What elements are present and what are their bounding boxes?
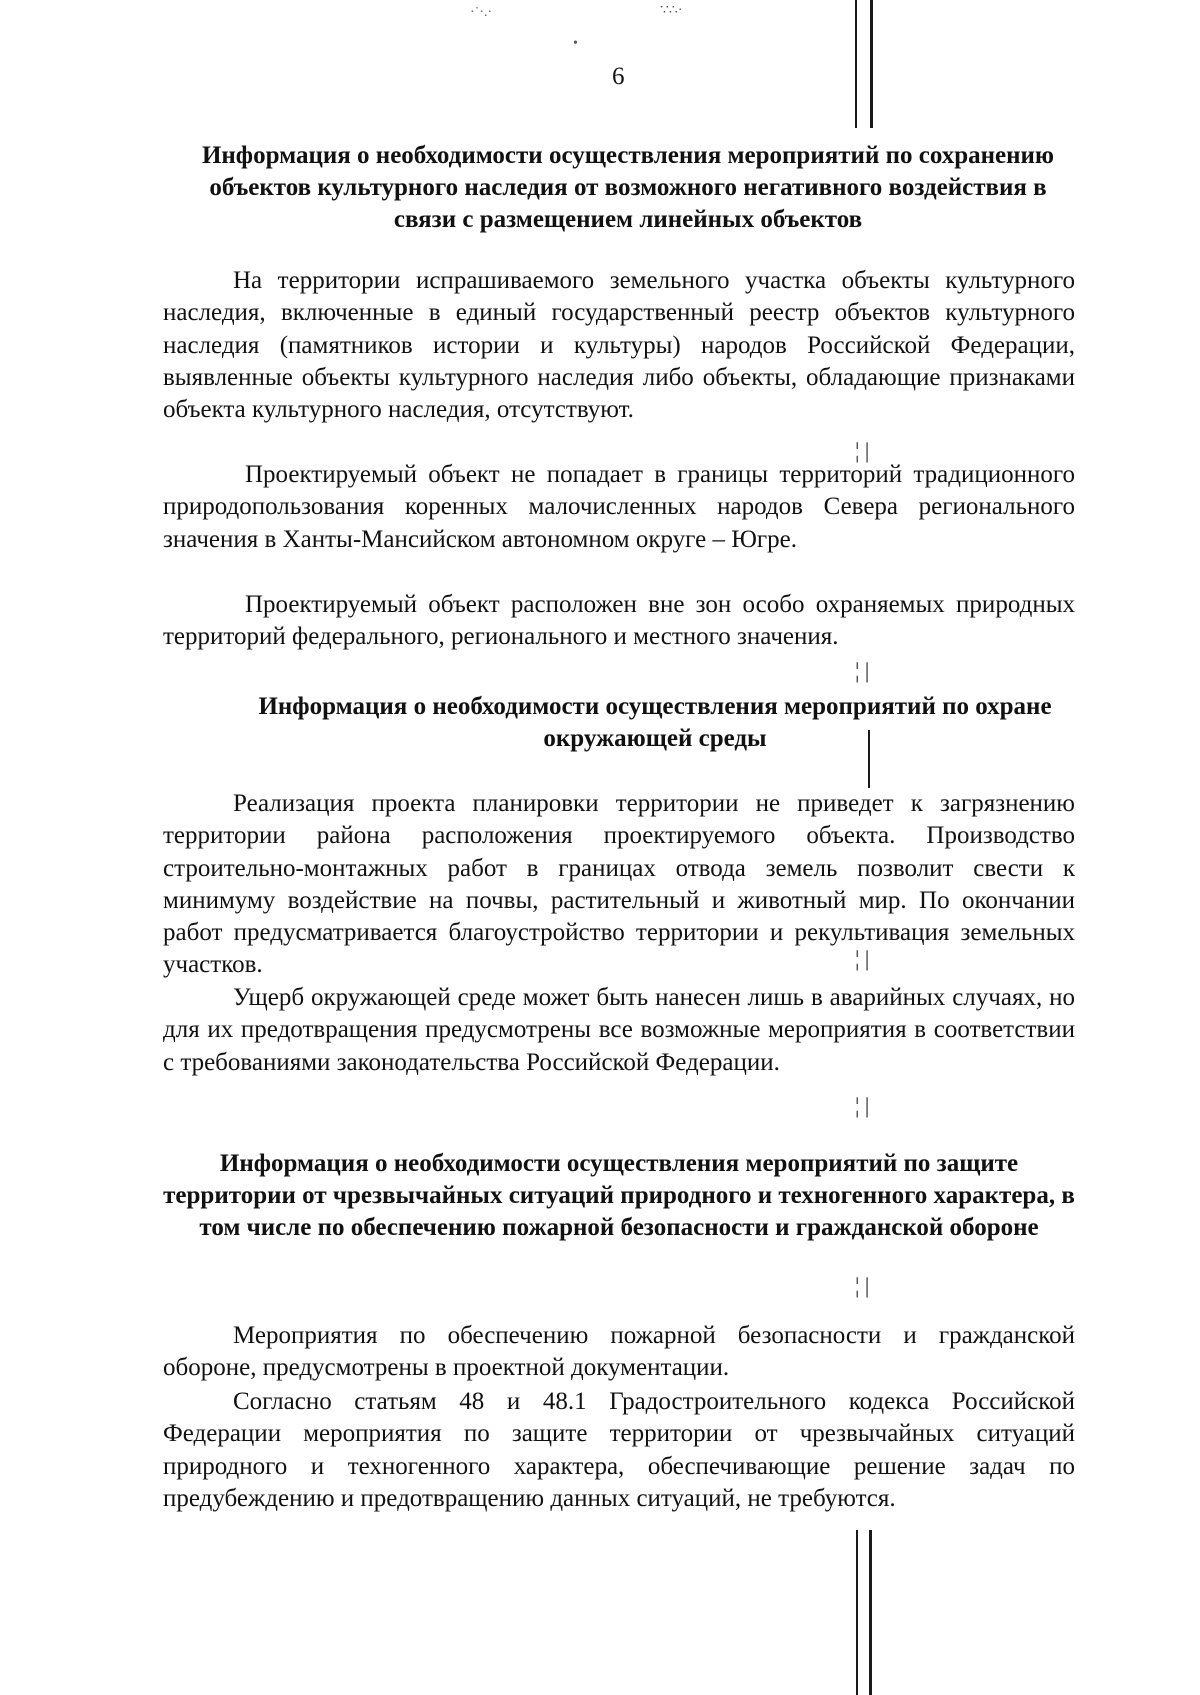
section-heading-emergency-protection: Информация о необходимости осуществления мероприятий по защите территории от чрезвычайных ситуаций природного и техногенного характера, в том числе по обеспечению пожарной безопасности и гражданской обороне — [163, 1150, 1075, 1241]
paragraph: Мероприятия по обеспечению пожарной безопасности и гражданской обороне, предусмотрены в проектной документации. — [163, 1322, 1075, 1382]
scan-speck: ·˙·.· — [470, 5, 493, 20]
scan-tick-mark: ¦ | — [855, 1273, 870, 1298]
scan-binding-line — [855, 0, 857, 128]
scan-tick-mark: ¦ | — [855, 946, 870, 971]
paragraph: Реализация проекта планировки территории не приведет к загрязнению территории района расположения проектируемого объекта. Производство строительно-монтажных работ в границах отвода земель позволит свести к минимуму воздействие на почвы, растительный и животный мир. По окончании работ предусматривается благоустройство территории и рекультивация земельных участков. — [163, 790, 1075, 979]
paragraph: Согласно статьям 48 и 48.1 Градостроительного кодекса Российской Федерации мероприятия по защите территории от чрезвычайных ситуаций природного и техногенного характера, обеспечивающие решение задач по предубеждению и предотвращению данных ситуаций, не требуются. — [163, 1388, 1075, 1512]
section-heading-cultural-heritage: Информация о необходимости осуществления мероприятий по сохранению объектов культурного наследия от возможного негативного воздействия в связи с размещением линейных объектов — [201, 142, 1055, 233]
scan-tick-mark: ¦ | — [855, 1093, 870, 1118]
paragraph: Проектируемый объект не попадает в границы территорий традиционного природопользования коренных малочисленных народов Севера регионального значения в Ханты-Мансийском автономном округе – Югре. — [163, 461, 1075, 553]
scan-binding-line — [869, 1530, 872, 1695]
paragraph: На территории испрашиваемого земельного участка объекты культурного наследия, включенные в единый государственный реестр объектов культурного наследия (памятников истории и культуры) народов Российской Федерации, выявленные объекты культурного наследия либо объекты, обладающие признаками объекта культурного наследия, отсутствуют. — [163, 267, 1075, 424]
scan-tick-mark: ¦ | — [855, 438, 870, 463]
scan-tick-mark: ¦ | — [855, 658, 870, 683]
scan-speck: • — [573, 36, 578, 51]
paragraph: Ущерб окружающей среде может быть нанесен лишь в аварийных случаях, но для их предотвращения предусмотрены все возможные мероприятия в соответствии с требованиями законодательства Российской Федерации. — [163, 984, 1075, 1076]
paragraph: Проектируемый объект расположен вне зон особо охраняемых природных территорий федерального, регионального и местного значения. — [163, 591, 1075, 651]
scan-binding-line — [856, 1530, 858, 1695]
page-number: 6 — [612, 63, 625, 90]
scan-speck: ∵∴· — [660, 3, 683, 18]
section-heading-environment: Информация о необходимости осуществления мероприятий по охране окружающей среды — [258, 693, 1052, 752]
scan-binding-line — [870, 0, 873, 128]
